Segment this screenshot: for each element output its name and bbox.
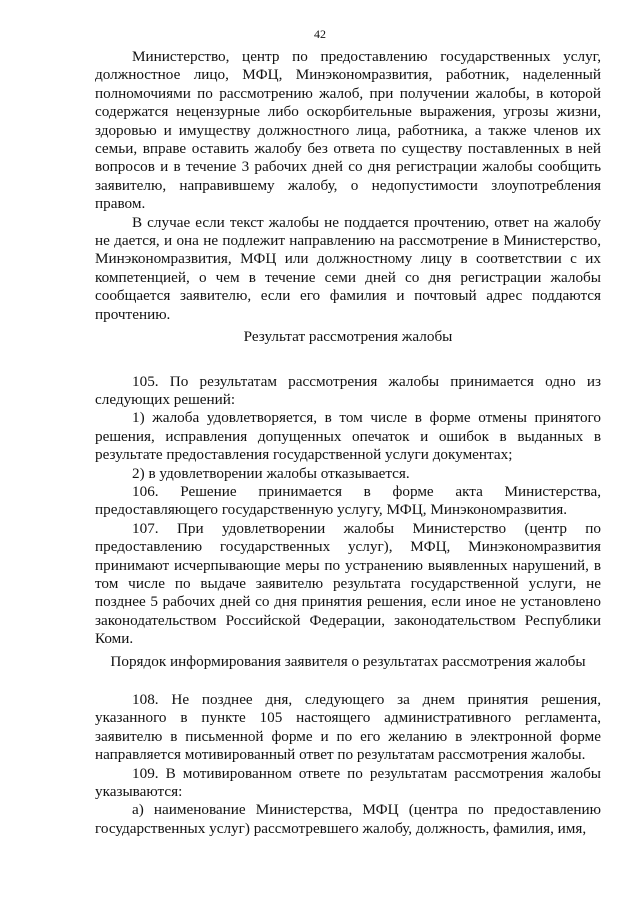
section-heading-informing: Порядок информирования заявителя о результатах рассмотрения жалобы: [110, 652, 586, 670]
paragraph-109-item-a: а) наименование Министерства, МФЦ (центра по предоставлению государственных услуг) рассмотревшего жалобу, должность, фамилия, имя,: [95, 801, 601, 837]
paragraph-complaint-abuse: Министерство, центр по предоставлению государственных услуг, должностное лицо, МФЦ, Минэкономразвития, работник, наделенный полномочиями по рассмотрению жалоб, при получении жалобы, в которой содержатся нецензурные либо оскорбительные выражения, угрозы жизни, здоровью и имуществу должностного лица, работника, а также членов их семьи, вправе оставить жалобу без ответа по существу поставленных в ней вопросов и в течение 3 рабочих дней со дня регистрации жалобы сообщить заявителю, направившему жалобу, о недопустимости злоупотребления правом.: [95, 48, 601, 213]
paragraph-109: 109. В мотивированном ответе по результатам рассмотрения жалобы указываются:: [95, 764, 601, 801]
paragraph-105-item-1: 1) жалоба удовлетворяется, в том числе в форме отмены принятого решения, исправления допущенных опечаток и ошибок в выданных в результате предоставления государственной услуги документах;: [95, 409, 601, 464]
page-number: 42: [314, 27, 326, 41]
paragraph-106: 106. Решение принимается в форме акта Министерства, предоставляющего государственную услугу, МФЦ, Минэкономразвития.: [95, 482, 601, 519]
paragraph-108: 108. Не позднее дня, следующего за днем принятия решения, указанного в пункте 105 настоящего административного регламента, заявителю в письменной форме и по его желанию в электронной форме направляется мотивированный ответ по результатам рассмотрения жалобы.: [95, 691, 601, 764]
document-body: [95, 48, 601, 838]
section-heading-result: Результат рассмотрения жалобы: [243, 328, 453, 346]
paragraph-105-item-2: 2) в удовлетворении жалобы отказывается.: [132, 464, 410, 482]
paragraph-unreadable-complaint: В случае если текст жалобы не поддается прочтению, ответ на жалобу не дается, и она не подлежит направлению на рассмотрение в Министерство, Минэкономразвития, МФЦ или должностному лицу в соответствии с их компетенцией, о чем в течение семи дней со дня регистрации жалобы сообщается заявителю, если его фамилия и почтовый адрес поддаются прочтению.: [95, 213, 601, 323]
paragraph-105: 105. По результатам рассмотрения жалобы принимается одно из следующих решений:: [95, 372, 601, 408]
paragraph-107: 107. При удовлетворении жалобы Министерство (центр по предоставлению государственных услуг), МФЦ, Минэкономразвития принимают исчерпывающие меры по устранению выявленных нарушений, в том числе по выдаче заявителю результата государственной услуги, не позднее 5 рабочих дней со дня принятия решения, если иное не установлено законодательством Российской Федерации, законодательством Республики Коми.: [95, 519, 601, 648]
